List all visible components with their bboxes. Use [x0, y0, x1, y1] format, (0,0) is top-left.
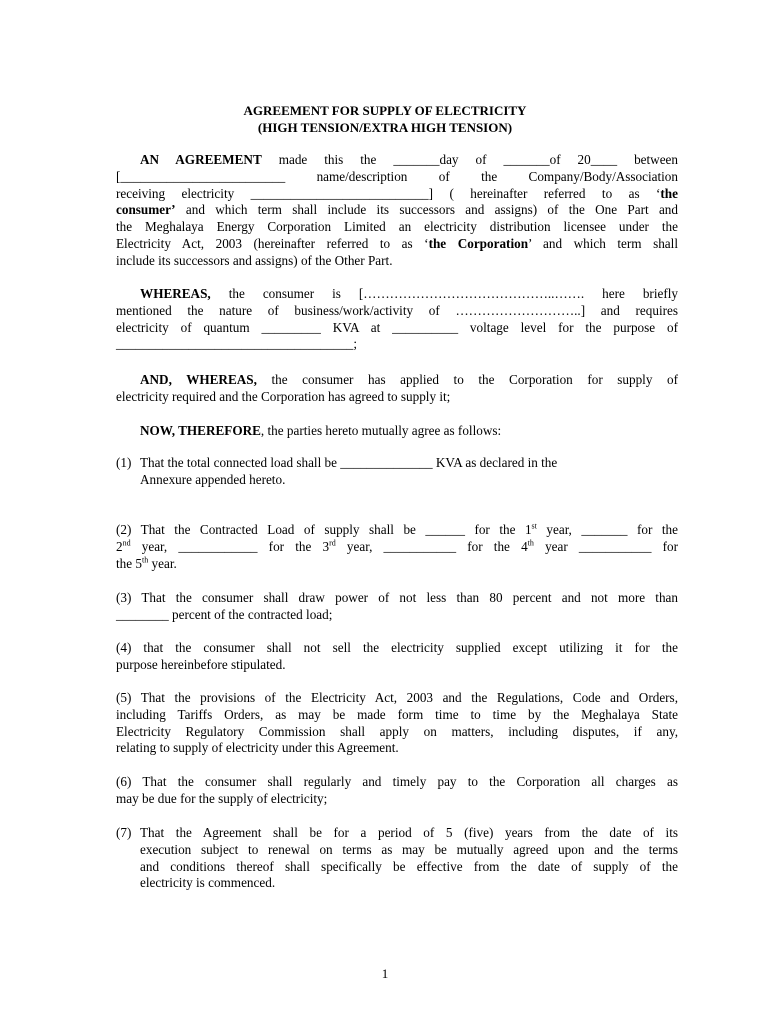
- clause-7-line-2: execution subject to renewal on terms as may be mutually agreed upon and the terms: [140, 841, 678, 857]
- intro-bold: AN AGREEMENT: [140, 152, 262, 167]
- now-therefore-paragraph: [116, 423, 678, 440]
- intro-line-6b: ’ and which term shall: [528, 235, 678, 251]
- clause-2-sup-5: th: [142, 555, 149, 565]
- clause-2-sup-1: st: [531, 521, 537, 531]
- whereas-line-4: ____________________________________;: [116, 336, 358, 352]
- page-number: 1: [381, 966, 389, 981]
- clause-2-sup-3: rd: [329, 538, 336, 548]
- clause-5-line-4: relating to supply of electricity under this Agreement.: [116, 740, 399, 756]
- clause-6-line-2: may be due for the supply of electricity;: [116, 790, 328, 806]
- clause-7: [116, 825, 678, 892]
- and-whereas-paragraph: [116, 372, 678, 406]
- clause-5: [116, 690, 678, 757]
- clause-2-line-1b: year, _______ for the: [536, 522, 678, 537]
- clause-2: [116, 522, 678, 572]
- intro-line-6-bold: the Corporation: [428, 235, 529, 251]
- clause-2-line-1a: (2) That the Contracted Load of supply shall be ______ for the 1: [116, 522, 532, 537]
- title-line-2: (HIGH TENSION/EXTRA HIGH TENSION): [257, 120, 513, 135]
- intro-line-3-bold: the: [660, 185, 678, 201]
- clause-7-number: (7): [116, 825, 132, 840]
- clause-2-line-2b: year, ____________ for the 3: [130, 538, 330, 554]
- clause-2-line-2d: year ___________ for: [533, 538, 679, 554]
- clause-2-line-3a: the 5: [116, 555, 143, 571]
- intro-line-4: and which term shall include its successors and assigns) of the One Part and: [175, 202, 678, 218]
- intro-line-1: made this the _______day of _______of 20____ between: [278, 152, 679, 167]
- intro-line-6a: Electricity Act, 2003 (hereinafter referred to as ‘: [116, 235, 429, 251]
- clause-1-line-1: That the total connected load shall be ______________ KVA as declared in the: [140, 455, 558, 470]
- and-whereas-line-2: electricity required and the Corporation has agreed to supply it;: [116, 388, 451, 404]
- whereas-bold: WHEREAS,: [140, 286, 211, 301]
- title-line-1: AGREEMENT FOR SUPPLY OF ELECTRICITY: [243, 103, 527, 118]
- whereas-line-1: the consumer is [……………………………………..……. here briefly: [210, 286, 678, 301]
- clause-5-line-2: including Tariffs Orders, as may be made form time to time by the Meghalaya State: [116, 706, 678, 722]
- clause-4: [116, 640, 678, 674]
- clause-5-line-3: Electricity Regulatory Commission shall apply on matters, including disputes, if any,: [116, 723, 678, 739]
- clause-2-sup-4: th: [527, 538, 534, 548]
- intro-line-7: include its successors and assigns) of the Other Part.: [116, 252, 393, 268]
- clause-2-line-2a: 2: [116, 538, 123, 554]
- clause-1-number: (1): [116, 455, 132, 470]
- clause-1-line-2: Annexure appended hereto.: [140, 471, 286, 487]
- clause-2-sup-2: nd: [122, 538, 131, 548]
- intro-line-3: receiving electricity ___________________________] ( hereinafter referred to as ‘: [116, 185, 661, 201]
- and-whereas-line-1: the consumer has applied to the Corporation for supply of: [256, 372, 678, 387]
- whereas-line-3: electricity of quantum _________ KVA at __________ voltage level for the purpose of: [116, 319, 678, 335]
- intro-line-2: [_________________________ name/description of the Company/Body/Association: [116, 168, 678, 184]
- document-title: [0, 102, 770, 136]
- intro-line-4-bold: consumer’: [116, 202, 176, 218]
- clause-4-line-2: purpose hereinbefore stipulated.: [116, 656, 286, 672]
- clause-6-line-1: (6) That the consumer shall regularly and timely pay to the Corporation all charges as: [116, 774, 678, 789]
- clause-7-line-3: and conditions thereof shall specifically be effective from the date of supply of the: [140, 858, 678, 874]
- clause-5-line-1: (5) That the provisions of the Electricity Act, 2003 and the Regulations, Code and Orders,: [116, 690, 678, 705]
- clause-6: [116, 774, 678, 808]
- clause-4-line-1: (4) that the consumer shall not sell the electricity supplied except utilizing it for the: [116, 640, 678, 655]
- clause-1: [116, 455, 678, 489]
- clause-3: [116, 590, 678, 624]
- clause-2-line-3b: year.: [148, 555, 177, 571]
- whereas-line-2: mentioned the nature of business/work/activity of ………………………..] and requires: [116, 302, 678, 318]
- whereas-paragraph: [116, 286, 678, 353]
- clause-3-line-1: (3) That the consumer shall draw power of not less than 80 percent and not more than: [116, 590, 678, 605]
- intro-paragraph: [116, 152, 678, 270]
- clause-3-line-2: ________ percent of the contracted load;: [116, 606, 333, 622]
- now-therefore-bold: NOW, THEREFORE: [140, 423, 261, 438]
- and-whereas-bold: AND, WHEREAS,: [140, 372, 257, 387]
- clause-7-line-1: That the Agreement shall be for a period of 5 (five) years from the date of its: [140, 825, 678, 840]
- now-therefore-text: , the parties hereto mutually agree as follows:: [260, 423, 502, 438]
- clause-2-line-2c: year, ___________ for the 4: [335, 538, 528, 554]
- clause-7-line-4: electricity is commenced.: [140, 875, 276, 891]
- intro-line-5: the Meghalaya Energy Corporation Limited an electricity distribution licensee under the: [116, 219, 678, 235]
